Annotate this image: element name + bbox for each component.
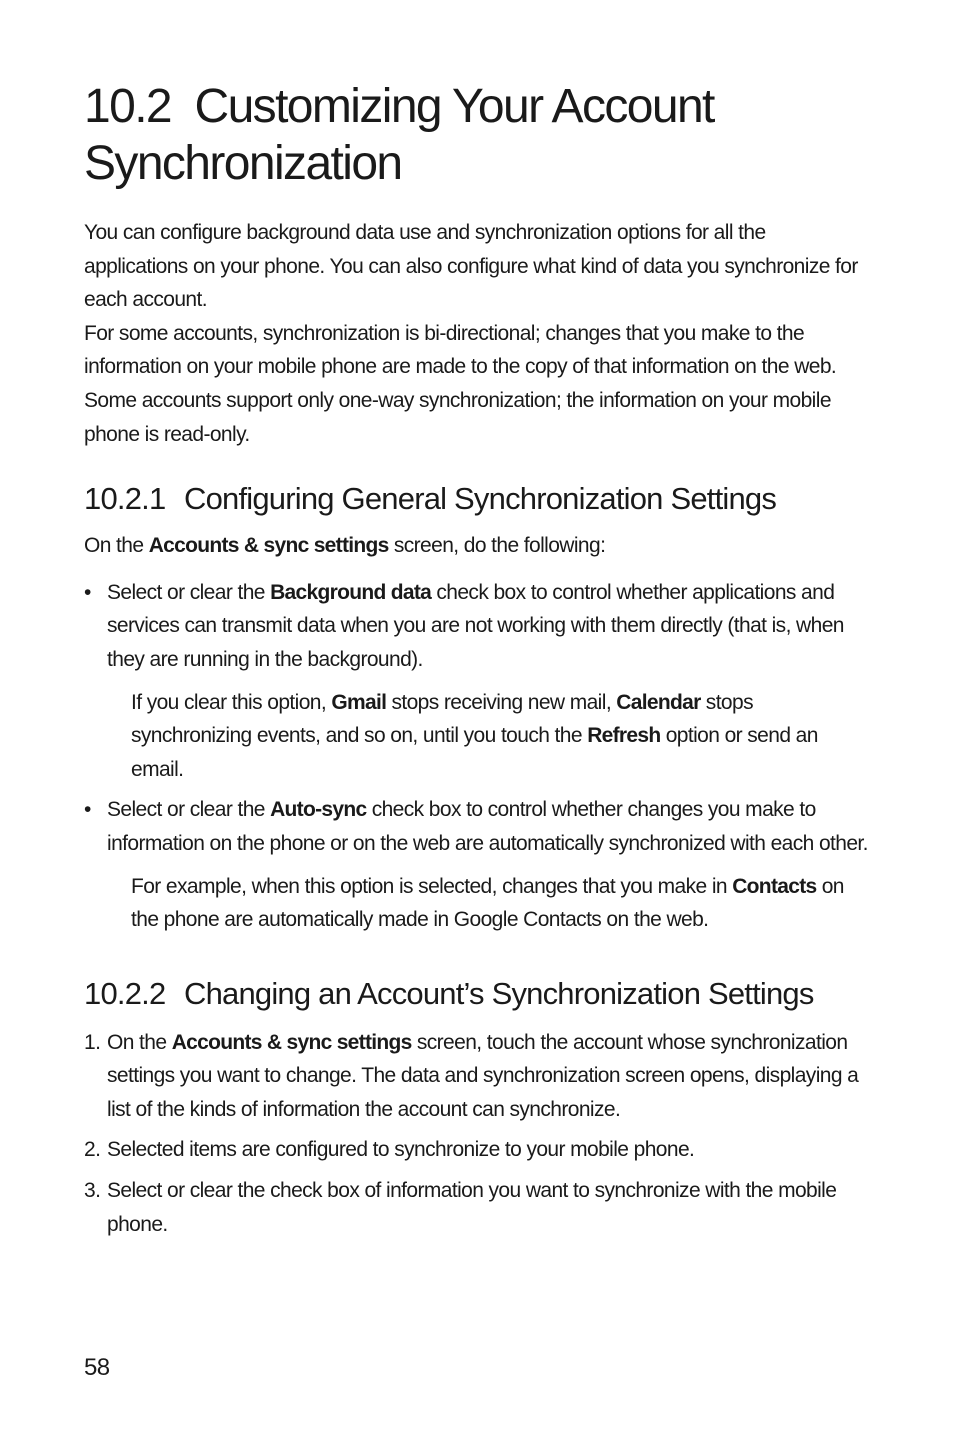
bullet-background-data xyxy=(84,576,870,677)
section-title: Changing an Account’s Synchronization Settings xyxy=(184,975,814,1011)
section-heading-general-sync xyxy=(84,479,870,519)
page-title xyxy=(84,78,870,192)
bold-refresh: Refresh xyxy=(587,724,661,748)
note-text: For example, when this option is selected, changes that you make in xyxy=(131,874,733,898)
note-text: option or send an email. xyxy=(131,724,818,781)
intro-paragraph-2: For some accounts, synchronization is bi-directional; changes that you make to the information on your mobile phone are made to the copy of that information on the web. Some accounts support only one-way synchronization; the information on your mobile phone is read-only. xyxy=(84,321,837,446)
title-line2: Synchronization xyxy=(84,137,402,190)
settings-bullet-list-2 xyxy=(84,793,870,860)
bullet-text-end: check box to control whether applications and services can transmit data when you are not working with them directly (that is, when they are running in the background). xyxy=(107,580,844,671)
lead-text-end: screen, do the following: xyxy=(388,534,606,558)
bullet-auto-sync xyxy=(84,793,870,860)
section1-lead xyxy=(84,529,870,563)
note-auto-sync xyxy=(131,870,870,937)
lead-bold-term: Accounts & sync settings xyxy=(148,534,389,558)
lead-text: On the xyxy=(84,534,149,558)
note-text: If you clear this option, xyxy=(131,690,332,714)
step-3 xyxy=(84,1174,870,1241)
bold-gmail: Gmail xyxy=(331,690,387,714)
note-text: stops receiving new mail, xyxy=(386,690,617,714)
page-content xyxy=(84,78,870,1248)
bold-contacts: Contacts xyxy=(732,874,817,898)
intro-block xyxy=(84,216,870,451)
title-line1: Customizing Your Account xyxy=(194,80,714,133)
steps-list xyxy=(84,1026,870,1242)
bold-background-data: Background data xyxy=(270,580,432,604)
title-number: 10.2 xyxy=(84,80,172,133)
section-title: Configuring General Synchronization Settings xyxy=(184,481,777,517)
step-number: 2. xyxy=(84,1138,101,1162)
page-number: 58 xyxy=(84,1354,110,1381)
step-1 xyxy=(84,1026,870,1127)
bold-auto-sync: Auto-sync xyxy=(270,798,367,822)
bold-accounts-sync-settings: Accounts & sync settings xyxy=(171,1030,412,1054)
settings-bullet-list xyxy=(84,576,870,677)
note-text-end: on the phone are automatically made in Google Contacts on the web. xyxy=(131,874,844,932)
step-text: Selected items are configured to synchronize to your mobile phone. xyxy=(107,1138,695,1162)
step-text: On the xyxy=(107,1030,172,1054)
bullet-text: Select or clear the xyxy=(107,580,271,604)
section-number: 10.2.2 xyxy=(84,975,166,1011)
intro-paragraph-1: You can configure background data use and synchronization options for all the applications on your phone. You can also configure what kind of data you synchronize for each account. xyxy=(84,221,858,312)
section-heading-account-sync xyxy=(84,974,870,1014)
step-number: 3. xyxy=(84,1179,101,1203)
bold-calendar: Calendar xyxy=(616,690,701,714)
section-number: 10.2.1 xyxy=(84,481,166,517)
bullet-marker: • xyxy=(84,580,91,604)
step-text-end: screen, touch the account whose synchronization settings you want to change. The data and synchronization screen opens, displaying a list of the kinds of information the account can synchronize. xyxy=(107,1030,859,1121)
note-background-data xyxy=(131,686,870,787)
step-2 xyxy=(84,1133,870,1167)
step-text: Select or clear the check box of information you want to synchronize with the mobile phone. xyxy=(107,1179,837,1236)
bullet-marker: • xyxy=(84,798,91,822)
note-text: stops synchronizing events, and so on, until you touch the xyxy=(131,690,753,748)
bullet-text: Select or clear the xyxy=(107,798,271,822)
bullet-text-end: check box to control whether changes you make to information on the phone or on the web are automatically synchronized with each other. xyxy=(107,798,868,855)
step-number: 1. xyxy=(84,1030,101,1054)
